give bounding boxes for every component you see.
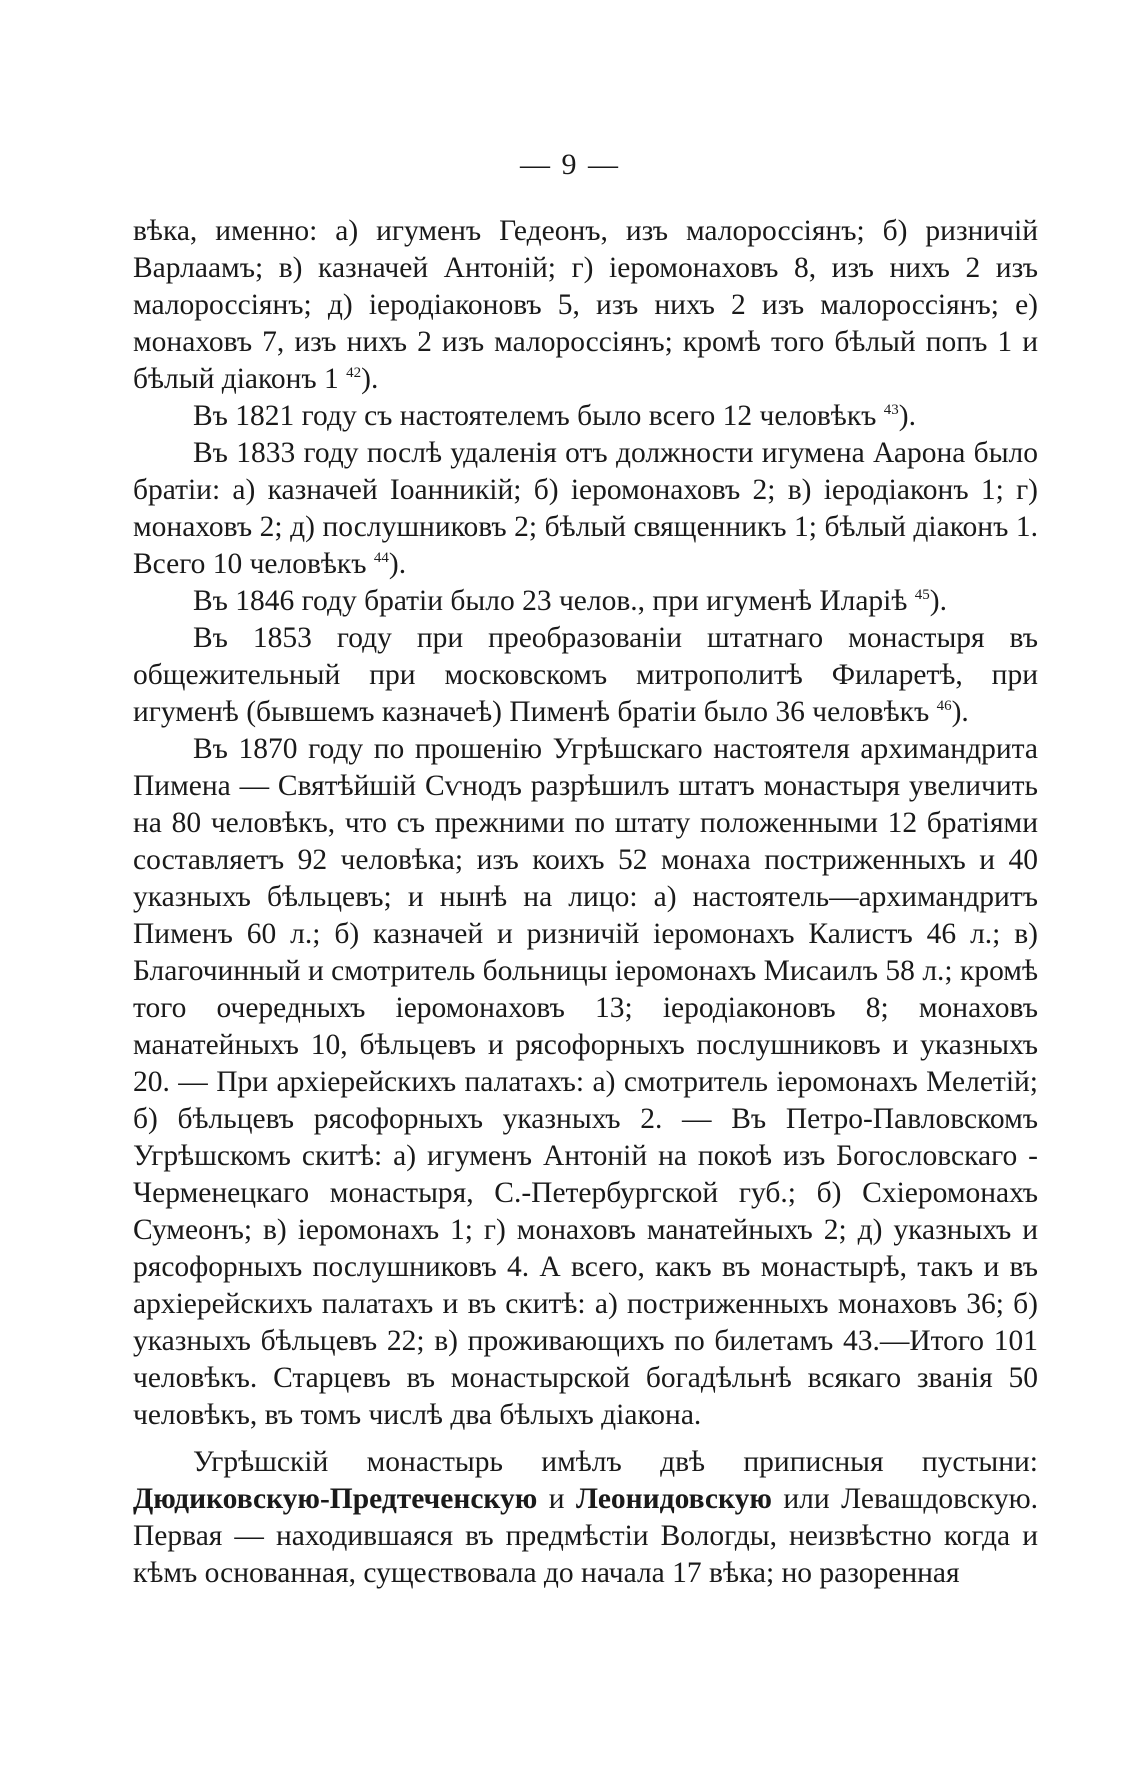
paragraph-3-tail: ). [388, 548, 407, 580]
body-text [133, 213, 1038, 1592]
paragraph-5-text: Въ 1853 году при преобразованіи штатнаго монастыря въ общежительный при московскомъ митрополитѣ Филаретѣ, при игуменѣ (бывшемъ казначеѣ) Пименѣ братіи было 36 человѣкъ [133, 622, 1038, 728]
footnote-ref-44: 44 [373, 550, 389, 567]
footnote-ref-45: 45 [914, 587, 930, 604]
paragraph-7 [133, 1444, 1038, 1592]
paragraph-3-text: Въ 1833 году послѣ удаленія отъ должности игумена Аарона было братіи: а) казначей Іоанникій; б) іеромонаховъ 2; в) іеродіаконъ 1; г) монаховъ 2; д) послушниковъ 2; бѣлый священникъ 1; бѣлый діаконъ 1. Всего 10 человѣкъ [133, 437, 1038, 580]
paragraph-4-tail: ). [929, 585, 947, 617]
paragraph-7-tail: или Левашдовскую. Первая — находившаяся въ предмѣстіи Вологды, неизвѣстно когда и кѣмъ основанная, существовала до начала 17 вѣка; но разоренная [133, 1483, 1039, 1589]
paragraph-7-lead: Угрѣшскій монастырь имѣлъ двѣ приписныя пустыни: [193, 1446, 1038, 1478]
page-number: — 9 — [520, 148, 620, 181]
footnote-ref-42: 42 [346, 365, 362, 382]
paragraph-1-text: вѣка, именно: а) игуменъ Гедеонъ, изъ малороссіянъ; б) ризничій Варлаамъ; в) казначей Антоній; г) іеромонаховъ 8, изъ нихъ 2 изъ малороссіянъ; д) іеродіаконовъ 5, изъ нихъ 2 изъ малороссіянъ; е) монаховъ 7, изъ нихъ 2 изъ малороссіянъ; кромѣ того бѣлый попъ 1 и бѣлый діаконъ 1 [133, 215, 1038, 395]
paragraph-5-tail: ). [951, 696, 969, 728]
paragraph-2-tail: ). [898, 400, 916, 432]
dyudikovskaya-hermitage-name: Дюдиковскую-Предтеченскую [133, 1483, 538, 1515]
paragraph-3 [133, 435, 1038, 583]
footnote-ref-43: 43 [883, 402, 899, 419]
leonidovskaya-hermitage-name: Леонидовскую [576, 1483, 772, 1515]
paragraph-5 [133, 620, 1038, 731]
footnote-ref-46: 46 [936, 698, 952, 715]
paragraph-1 [133, 213, 1038, 398]
paragraph-2-text: Въ 1821 году съ настоятелемъ было всего 12 человѣкъ [193, 400, 877, 432]
paragraph-6: Въ 1870 году по прошенію Угрѣшскаго настоятеля архимандрита Пимена — Святѣйшій Сѵнодъ разрѣшилъ штатъ монастыря увеличить на 80 человѣкъ, что съ прежними по штату положенными 12 братіями составляетъ 92 человѣка; изъ коихъ 52 монаха постриженныхъ и 40 указныхъ бѣльцевъ; и нынѣ на лицо: а) настоятель—архимандритъ Пименъ 60 л.; б) казначей и ризничій іеромонахъ Калистъ 46 л.; в) Благочинный и смотритель больницы іеромонахъ Мисаилъ 58 л.; кромѣ того очередныхъ іеромонаховъ 13; іеродіаконовъ 8; монаховъ манатейныхъ 10, бѣльцевъ и рясофорныхъ послушниковъ и указныхъ 20. — При архіерейскихъ палатахъ: а) смотритель іеромонахъ Мелетій; б) бѣльцевъ рясофорныхъ указныхъ 2. — Въ Петро-Павловскомъ Угрѣшскомъ скитѣ: а) игуменъ Антоній на покоѣ изъ Богословскаго - Черменецкаго монастыря, С.-Петербургской губ.; б) Схіеромонахъ Сумеонъ; в) іеромонахъ 1; г) монаховъ манатейныхъ 2; д) указныхъ и рясофорныхъ послушниковъ 4. А всего, какъ въ монастырѣ, такъ и въ архіерейскихъ палатахъ и въ скитѣ: а) постриженныхъ монаховъ 36; б) указныхъ бѣльцевъ 22; в) проживающихъ по билетамъ 43.—Итого 101 человѣкъ. Старцевъ въ монастырской богадѣльнѣ всякаго званія 50 человѣкъ, въ томъ числѣ два бѣлыхъ діакона. [133, 733, 1038, 1431]
paragraph-4 [133, 583, 1038, 620]
paragraph-4-text: Въ 1846 году братіи было 23 челов., при игуменѣ Иларіѣ [193, 585, 908, 617]
paragraph-7-mid: и [548, 1483, 565, 1515]
paragraph-1-tail: ). [361, 363, 379, 395]
paragraph-2 [133, 398, 1038, 435]
